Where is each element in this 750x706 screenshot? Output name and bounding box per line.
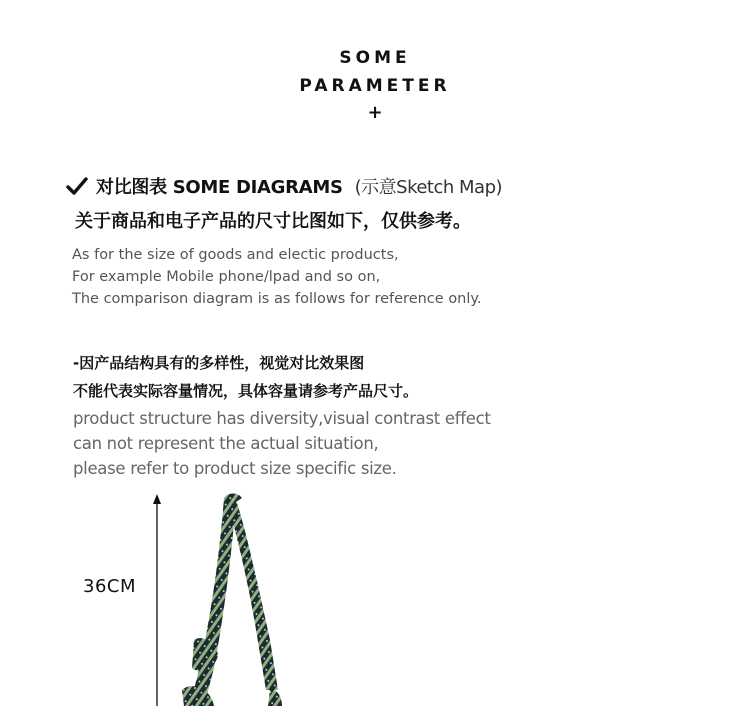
dimension-label: 36CM [83, 576, 137, 597]
heading-sub: (示意Sketch Map) [354, 177, 503, 198]
note-en-line: can not represent the actual situation, [73, 434, 379, 453]
en-intro-line: As for the size of goods and electic products, [72, 247, 399, 263]
arrow-up-icon [150, 492, 164, 706]
plus-icon: + [367, 102, 383, 123]
en-intro [72, 244, 482, 310]
cn-intro: 关于商品和电子产品的尺寸比图如下，仅供参考。 [75, 211, 471, 232]
heading-main: 对比图表 SOME DIAGRAMS [96, 177, 343, 198]
header-title-line1: SOME [339, 48, 411, 68]
header-title-line2: PARAMETER [299, 76, 451, 96]
note-cn-line: 不能代表实际容量情况，具体容量请参考产品尺寸。 [73, 382, 419, 400]
note-cn-line: -因产品结构具有的多样性，视觉对比效果图 [73, 354, 365, 372]
note-en-line: product structure has diversity,visual contrast effect [73, 409, 491, 428]
note-en [73, 406, 491, 481]
bag-strap-image [170, 490, 310, 706]
note-en-line: please refer to product size specific size. [73, 459, 397, 478]
check-icon [66, 175, 88, 197]
en-intro-line: For example Mobile phone/lpad and so on, [72, 269, 381, 285]
section-heading [66, 173, 502, 199]
en-intro-line: The comparison diagram is as follows for reference only. [72, 291, 482, 307]
